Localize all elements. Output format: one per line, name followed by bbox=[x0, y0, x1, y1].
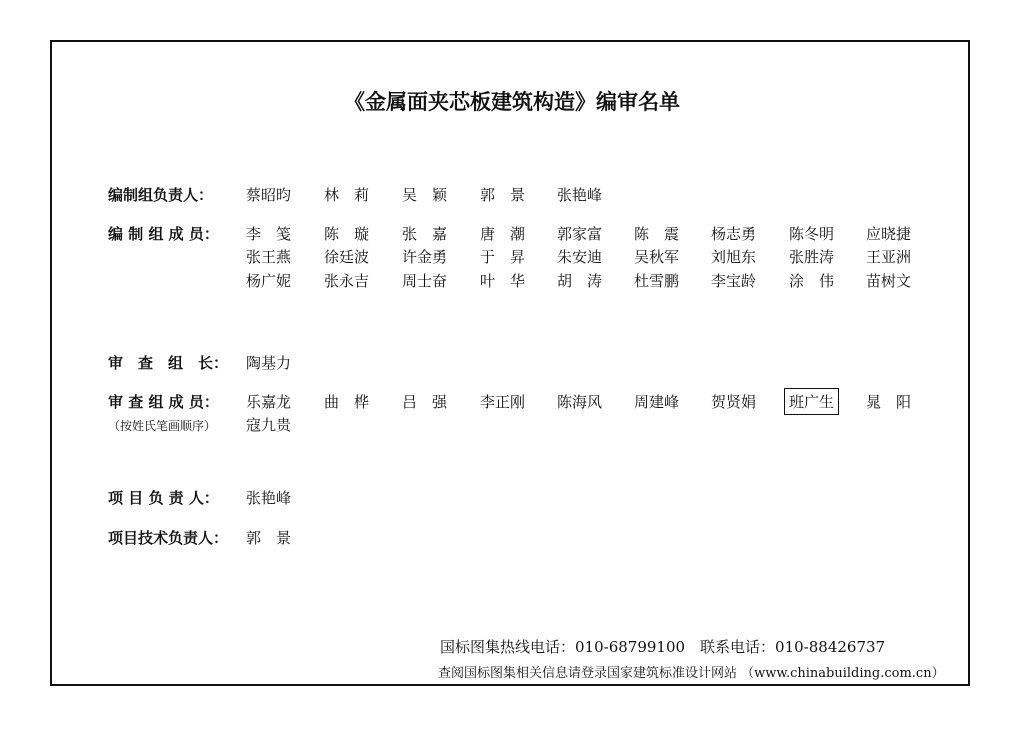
review-member-name: 晁 阳 bbox=[866, 393, 912, 411]
compile-member-name: 周士奋 bbox=[402, 272, 448, 290]
review-member-name: 李正刚 bbox=[480, 393, 526, 411]
compile-member-name: 李 笺 bbox=[246, 225, 292, 243]
compile-member-name: 杨广妮 bbox=[246, 272, 292, 290]
compile-member-name: 许金勇 bbox=[402, 248, 448, 266]
compile-member-name: 唐 潮 bbox=[480, 225, 526, 243]
review-member-name: 寇九贵 bbox=[246, 416, 292, 434]
review-member-name: 贺贤娟 bbox=[711, 393, 757, 411]
compile-member-name: 李宝龄 bbox=[711, 272, 757, 290]
page-title: 《金属面夹芯板建筑构造》编审名单 bbox=[344, 90, 680, 114]
compile-member-name: 叶 华 bbox=[480, 272, 526, 290]
compile-member-name: 于 昇 bbox=[480, 248, 526, 266]
compile-member-name: 陈 震 bbox=[634, 225, 680, 243]
review-member-name-boxed: 班广生 bbox=[789, 393, 835, 411]
compile-members-label: 编 制 组 成 员： bbox=[108, 225, 219, 243]
review-members-order-note: （按姓氏笔画顺序） bbox=[108, 419, 217, 433]
review-member-name: 周建峰 bbox=[634, 393, 680, 411]
review-leader-label: 审 查 组 长： bbox=[108, 354, 229, 372]
review-leader-name: 陶基力 bbox=[246, 354, 292, 372]
compile-member-name: 张 嘉 bbox=[402, 225, 448, 243]
compile-member-name: 苗树文 bbox=[866, 272, 912, 290]
compile-member-name: 杨志勇 bbox=[711, 225, 757, 243]
compile-leader-name: 张艳峰 bbox=[557, 186, 603, 204]
compile-leader-name: 吴 颖 bbox=[402, 186, 448, 204]
review-members-label: 审 查 组 成 员： bbox=[108, 393, 219, 411]
compile-leader-name: 郭 景 bbox=[480, 186, 526, 204]
compile-member-name: 陈 璇 bbox=[324, 225, 370, 243]
compile-member-name: 王亚洲 bbox=[866, 248, 912, 266]
review-member-name: 陈海风 bbox=[557, 393, 603, 411]
compile-member-name: 应晓捷 bbox=[866, 225, 912, 243]
compile-member-name: 张永吉 bbox=[324, 272, 370, 290]
compile-member-name: 张王燕 bbox=[246, 248, 292, 266]
project-leader-label: 项 目 负 责 人： bbox=[108, 489, 219, 507]
compile-leader-label: 编制组负责人： bbox=[108, 186, 214, 204]
compile-member-name: 杜雪鹏 bbox=[634, 272, 680, 290]
project-tech-leader-label: 项目技术负责人： bbox=[108, 529, 229, 547]
compile-leader-name: 蔡昭昀 bbox=[246, 186, 292, 204]
compile-member-name: 涂 伟 bbox=[789, 272, 835, 290]
review-member-name: 曲 桦 bbox=[324, 393, 370, 411]
compile-member-name: 徐廷波 bbox=[324, 248, 370, 266]
hotline-info: 国标图集热线电话：010-68799100 联系电话：010-88426737 bbox=[440, 638, 886, 656]
compile-member-name: 吴秋军 bbox=[634, 248, 680, 266]
compile-member-name: 朱安迪 bbox=[557, 248, 603, 266]
compile-member-name: 郭家富 bbox=[557, 225, 603, 243]
project-tech-leader-name: 郭 景 bbox=[246, 529, 292, 547]
compile-member-name: 陈冬明 bbox=[789, 225, 835, 243]
compile-member-name: 张胜涛 bbox=[789, 248, 835, 266]
project-leader-name: 张艳峰 bbox=[246, 489, 292, 507]
compile-leader-name: 林 莉 bbox=[324, 186, 370, 204]
compile-member-name: 胡 涛 bbox=[557, 272, 603, 290]
compile-member-name: 刘旭东 bbox=[711, 248, 757, 266]
review-member-name: 乐嘉龙 bbox=[246, 393, 292, 411]
website-info: 查阅国标图集相关信息请登录国家建筑标准设计网站 （www.chinabuilding.com.cn） bbox=[438, 666, 945, 681]
review-member-name: 吕 强 bbox=[402, 393, 448, 411]
